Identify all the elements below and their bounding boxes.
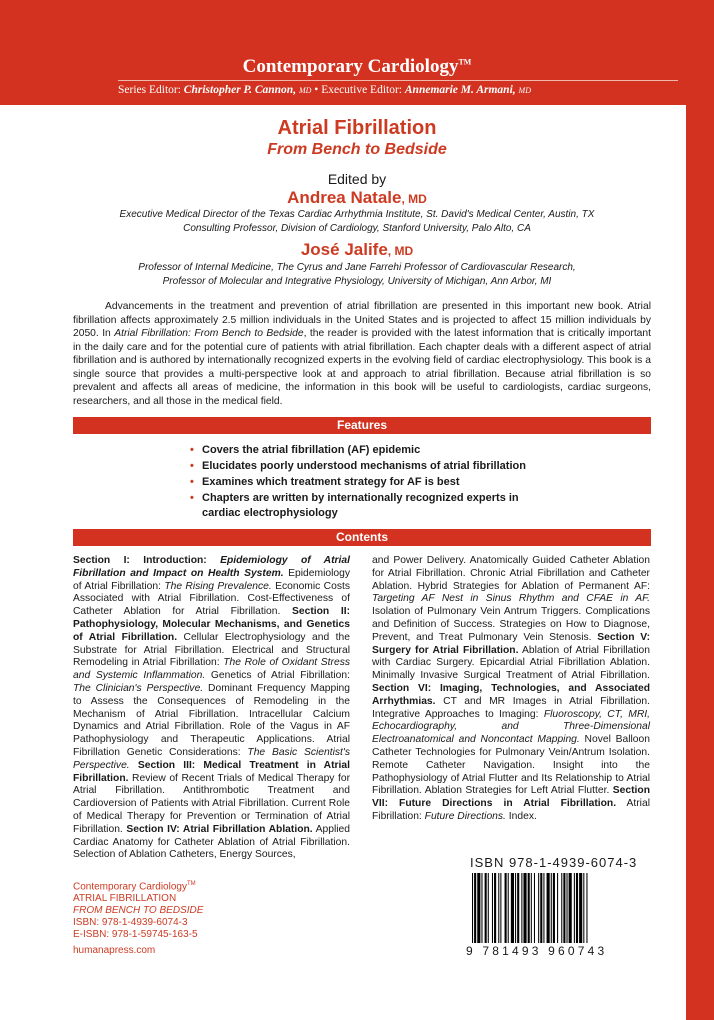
list-item: • Covers the atrial fibrillation (AF) epidemic — [190, 444, 421, 456]
divider — [118, 80, 678, 81]
barcode-bar — [561, 873, 562, 943]
barcode-bar — [586, 873, 587, 943]
contents-column-left: Section I: Introduction: Epidemiology of Atrial Fibrillation and Impact on Health System. Epidemiology of Atrial Fibrillation: The Rising Prevalence. Economic Costs Associated with Atrial Fibrillation. Cost-Effectiveness of Catheter Ablation for Atrial Fibrillation. Section II: Pathophysiology, Molecular Mechanisms, and Genetics of Atrial Fibrillation. Cellular Electrophysiology and the Substrate for Atrial Fibrillation. Electrical and Structural Remodeling in Atrial Fibrillation: The Role of Oxidant Stress and Systemic Inflammation. Genetics of Atrial Fibrillation: The Clinician's Perspective. Dominant Frequency Mapping to Assess the Consequences of Remodeling in the Mechanism of Atrial Fibrillation. Intracellular Calcium Dynamics and Atrial Fibrillation. Role of the Vagus in AF Pathophysiology and Therapeutic Applications. Atrial Fibrillation Genetic Considerations: The Basic Scientist's Perspective. Section III: Medical Treatment in Atrial Fibrillation. Review of Recent Trials of Medical Therapy for Atrial Fibrillation. Antithrombotic Treatment and Cardioversion of Patients with Atrial Fibrillation. Current Role of Medical Therapy for Prevention or Termination of Atrial Fibrillation. Section IV: Atrial Fibrillation Ablation. Applied Cardiac Anatomy for Catheter Ablation of Atrial Fibrillation. Selection of Ablation Catheters, Energy Sources, — [73, 555, 351, 861]
barcode-bar — [569, 873, 572, 943]
editor-affiliation: Professor of Internal Medicine, The Cyrus and Jane Farrehi Professor of Cardiovascular Research, Professor of Molecular and Integrative Physiology, University of Michigan, Ann Arbor, MI — [138, 262, 576, 287]
barcode-bar — [576, 873, 578, 943]
features-list — [190, 443, 542, 522]
list-item: • Chapters are written by internationally recognized experts in cardiac electrophysiology — [190, 492, 519, 519]
barcode-bar — [534, 873, 535, 943]
bullet-icon: • — [190, 444, 194, 456]
barcode-bar — [472, 873, 473, 943]
bullet-icon: • — [190, 460, 194, 472]
barcode-bar — [492, 873, 493, 943]
book-subtitle: From Bench to Bedside — [267, 141, 447, 158]
barcode-bar — [531, 873, 532, 943]
barcode-bar — [498, 873, 499, 943]
list-item: • Elucidates poorly understood mechanisms of atrial fibrillation — [190, 460, 526, 472]
trademark: TM — [458, 57, 472, 67]
barcode-bar — [517, 873, 519, 943]
barcode-bar — [538, 873, 539, 943]
barcode-bar — [508, 873, 509, 943]
barcode-bar — [553, 873, 555, 943]
barcode-bar — [579, 873, 582, 943]
barcode — [472, 873, 650, 943]
editor-name: José Jalife, MD — [300, 240, 414, 259]
barcode-bar — [485, 873, 487, 943]
book-description: Advancements in the treatment and prevention of atrial fibrillation are presented in this important new book. Atrial fibrillation affects approximately 2.5 million individuals in the United States and is projected to affect 15 million individuals by 2050. In Atrial Fibrillation: From Bench to Bedside, the reader is provided with the latest information that is critically important in the daily care and for the potential cure of patients with atrial fibrillation. Each chapter deals with a different aspect of atrial fibrillation and is authored by internationally recognized experts in the evolving field of cardiac electrophysiology. This book is a single source that provides a multi-perspective look at and approach to atrial fibrillation. Because atrial fibrillation is so prevalent and affects all areas of medicine, the information in this book will be useful to cardiologists, cardiac surgeons, researchers, and all those in the medical field. — [73, 301, 651, 407]
bullet-icon: • — [190, 476, 194, 488]
editor-affiliation: Executive Medical Director of the Texas Cardiac Arrhythmia Institute, St. David's Medical Center, Austin, TX Consulting Professor, Division of Cardiology, Stanford University, Palo Alto, CA — [119, 209, 595, 234]
barcode-bar — [511, 873, 514, 943]
barcode-bar — [505, 873, 507, 943]
barcode-bar — [563, 873, 565, 943]
barcode-bar — [574, 873, 575, 943]
barcode-digits: 9 781493 960743 — [466, 944, 608, 958]
barcode-bar — [583, 873, 584, 943]
barcode-bar — [488, 873, 489, 943]
isbn-label: ISBN 978-1-4939-6074-3 — [470, 855, 638, 870]
barcode-bar — [481, 873, 482, 943]
barcode-bar — [540, 873, 542, 943]
barcode-bar — [494, 873, 496, 943]
series-title: Contemporary Cardiology™ — [242, 56, 472, 77]
barcode-bar — [515, 873, 516, 943]
barcode-bar — [523, 873, 526, 943]
barcode-bar — [567, 873, 568, 943]
features-heading: Features — [73, 417, 651, 434]
contents-heading: Contents — [73, 529, 651, 546]
series-editors-line: Series Editor: Christopher P. Cannon, MD • Executive Editor: Annemarie M. Armani, MD — [118, 84, 531, 96]
bullet-icon: • — [190, 492, 194, 504]
barcode-bar — [477, 873, 480, 943]
barcode-bar — [551, 873, 552, 943]
editor-name: Andrea Natale, MD — [287, 188, 427, 207]
barcode-bar — [500, 873, 501, 943]
barcode-bar — [528, 873, 530, 943]
barcode-bar — [521, 873, 522, 943]
book-title: Atrial Fibrillation — [277, 117, 437, 139]
edited-by: Edited by — [327, 171, 387, 187]
contents-column-right: and Power Delivery. Anatomically Guided Catheter Ablation for Atrial Fibrillation. Chronic Atrial Fibrillation and Catheter Ablation. Hybrid Strategies for Ablation of Permanent AF: Targeting AF Nest in Sinus Rhythm and CFAE in AF. Isolation of Pulmonary Vein Antrum Triggers. Complications and Definition of Success. Strategies on How to Diagnose, Prevent, and Treat Pulmonary Vein Stenosis. Section V: Surgery for Atrial Fibrillation. Ablation of Atrial Fibrillation with Cardiac Surgery. Epicardial Atrial Fibrillation Ablation. Minimally Invasive Surgical Treatment of Atrial Fibrillation. Section VI: Imaging, Technologies, and Associated Arrhythmias. CT and MR Images in Atrial Fibrillation. Integrative Approaches to Imaging: Fluoroscopy, CT, MRI, Echocardiography, and Three-Dimensional Electroanatomical and Noncontact Mapping. Novel Balloon Catheter Technologies for Pulmonary Vein/Antrum Isolation. Remote Catheter Navigation. Insight into the Pathophysiology of Atrial Flutter and Its Relationship to Atrial Fibrillation. Ablation Strategies for Left Atrial Flutter. Section VII: Future Directions in Atrial Fibrillation. Atrial Fibrillation: Future Directions. Index. — [372, 555, 650, 822]
footer-imprint: Contemporary Cardiology™ ATRIAL FIBRILLATION FROM BENCH TO BEDSIDE ISBN: 978-1-4939-6074-3 E-ISBN: 978-1-59745-163-5 humanapress.com — [73, 881, 204, 957]
list-item: • Examines which treatment strategy for AF is best — [190, 476, 460, 488]
barcode-bar — [547, 873, 550, 943]
publisher-website[interactable]: humanapress.com — [73, 945, 156, 957]
barcode-bar — [474, 873, 476, 943]
barcode-bar — [543, 873, 544, 943]
barcode-bar — [557, 873, 558, 943]
